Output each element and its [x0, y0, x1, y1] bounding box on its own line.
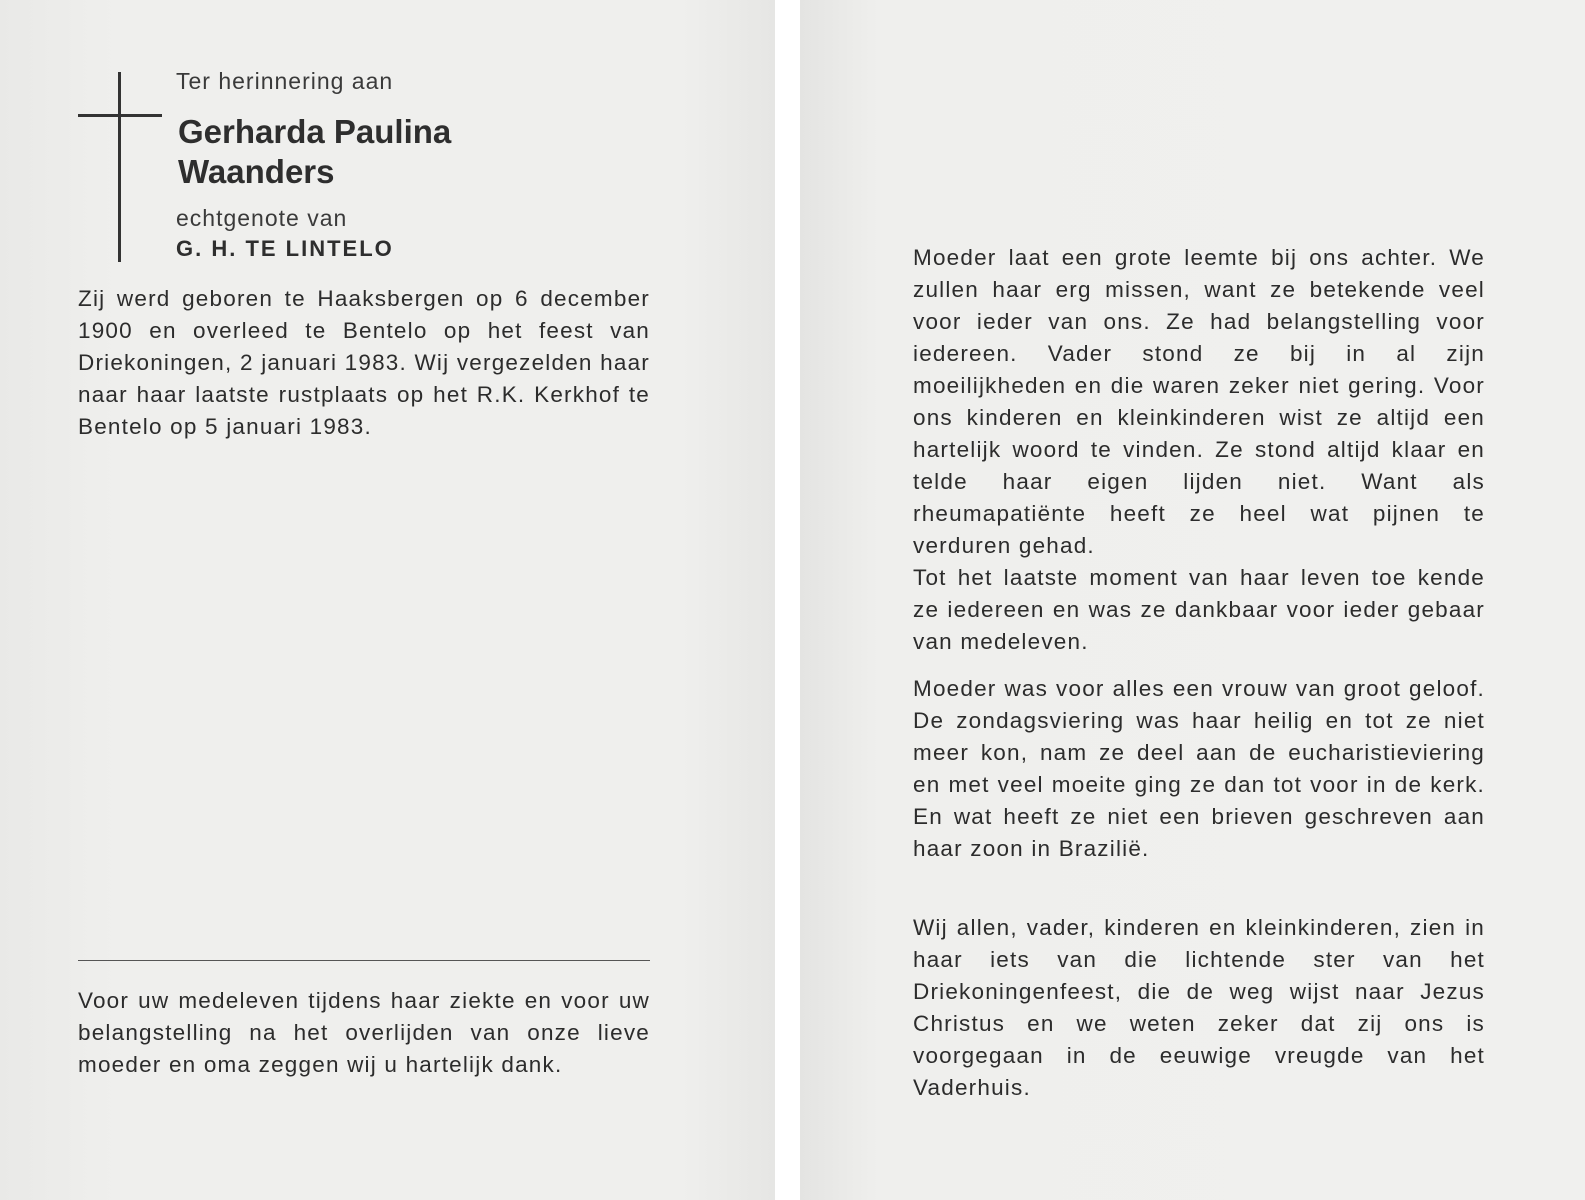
text-paragraph-2: Tot het laatste moment van haar leven toe kende ze iedereen en was ze dankbaar voor ieder gebaar van medeleven. [913, 565, 1485, 654]
text-paragraph-3: Moeder was voor alles een vrouw van groot geloof. De zondagsviering was haar heilig en tot ze niet meer kon, nam ze deel aan de eucharistieviering en met veel moeite ging ze dan tot voor in de kerk. En wat heeft ze niet een brieven geschreven aan haar zoon in Brazilië. [913, 676, 1485, 861]
divider-line [78, 960, 650, 961]
cross-icon-bar [78, 114, 162, 117]
thanks-paragraph: Voor uw medeleven tijdens haar ziekte en voor uw belangstelling na het overlijden van onze lieve moeder en oma zeggen wij u hartelijk dank. [78, 988, 650, 1077]
text-paragraph-1: Moeder laat een grote leemte bij ons achter. We zullen haar erg missen, want ze betekende veel voor ieder van ons. Ze had belangstelling voor iedereen. Vader stond ze bij in al zijn moeilijkheden en die waren zeker niet gering. Voor ons kinderen en kleinkinderen wist ze altijd een hartelijk woord te vinden. Ze stond altijd klaar en telde haar eigen lijden niet. Want als rheumapatiënte heeft ze heel wat pijnen te verduren gehad. [913, 245, 1485, 558]
deceased-name-line1: Gerharda Paulina [178, 113, 452, 150]
deceased-name [178, 112, 451, 192]
left-page [0, 0, 775, 1200]
biography-paragraph: Zij werd geboren te Haaksbergen op 6 december 1900 en overleed te Bentelo op het feest van Driekoningen, 2 januari 1983. Wij vergezelden haar naar haar laatste rustplaats op het R.K. Kerkhof te Bentelo op 5 januari 1983. [78, 286, 650, 439]
spouse-name: G. H. TE LINTELO [176, 236, 394, 261]
spouse-label: echtgenote van [176, 205, 348, 231]
page-gutter [775, 0, 800, 1200]
cross-icon [118, 72, 121, 262]
memorial-intro: Ter herinnering aan [176, 68, 394, 94]
deceased-name-line2: Waanders [178, 153, 335, 190]
text-paragraph-4: Wij allen, vader, kinderen en kleinkinderen, zien in haar iets van die lichtende ster van het Driekoningenfeest, die de weg wijst naar Jezus Christus en we weten zeker dat zij ons is voorgegaan in de eeuwige vreugde van het Vaderhuis. [913, 915, 1485, 1100]
